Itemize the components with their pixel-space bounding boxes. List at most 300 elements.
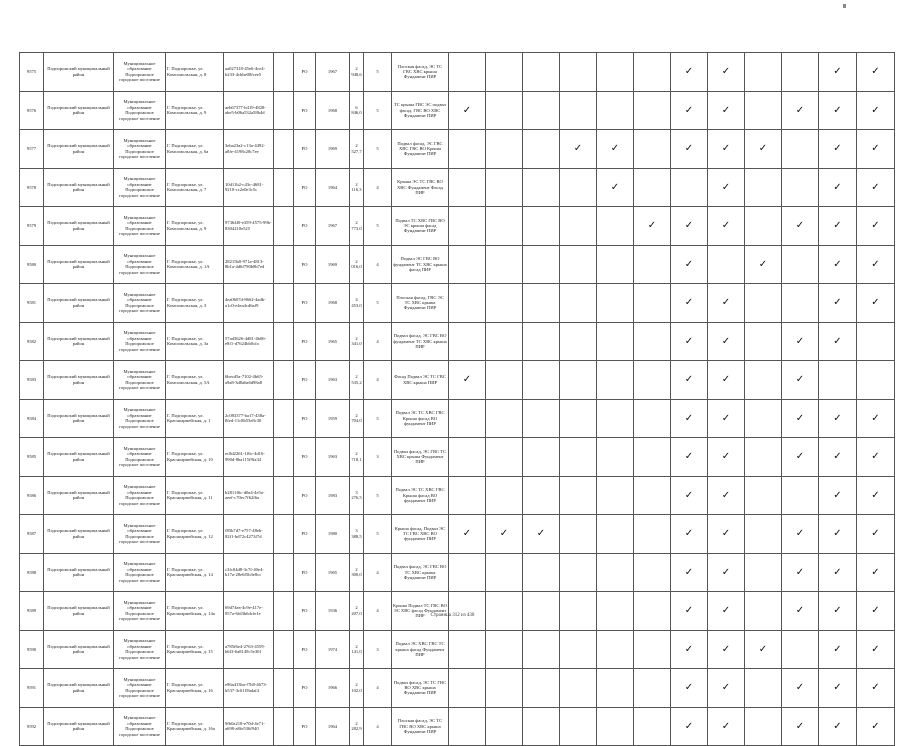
- year-cell: 1967: [316, 53, 350, 92]
- address-cell: Г. Подпорожье, ул. Красноармейская, д. 1: [166, 399, 224, 438]
- empty-check-cell: [449, 592, 486, 631]
- check-mark-icon: ✓: [449, 91, 486, 130]
- empty-check-cell: [523, 207, 560, 246]
- row-number: 9588: [20, 553, 44, 592]
- check-mark-icon: ✓: [708, 669, 745, 708]
- cadastre-id-cell: 69d74ea-4c9e-417e-957a-6fd3b6dcfe1e: [224, 592, 274, 631]
- area-cell: 4 453,0: [350, 284, 364, 323]
- empty-check-cell: [523, 669, 560, 708]
- row-number: 9576: [20, 91, 44, 130]
- year-cell: 1959: [316, 399, 350, 438]
- check-mark-icon: ✓: [708, 53, 745, 92]
- empty-cell: [274, 91, 294, 130]
- check-mark-icon: ✓: [708, 707, 745, 746]
- check-mark-icon: ✓: [671, 53, 708, 92]
- empty-cell: [274, 245, 294, 284]
- area-cell: 2 116,3: [350, 168, 364, 207]
- works-list-cell: Крыша фасад, Подвал ЭС ТС ГВС ХВС ВО фундамент ПИР: [392, 515, 449, 554]
- district-cell: Подпорожский муниципальный район: [44, 168, 114, 207]
- check-mark-icon: ✓: [708, 91, 745, 130]
- check-mark-icon: ✓: [819, 284, 857, 323]
- check-mark-icon: ✓: [671, 91, 708, 130]
- empty-cell: [274, 130, 294, 169]
- check-mark-icon: ✓: [819, 592, 857, 631]
- check-mark-icon: ✓: [819, 630, 857, 669]
- year-cell: 1969: [316, 245, 350, 284]
- check-mark-icon: ✓: [671, 669, 708, 708]
- table-row: [20, 361, 895, 400]
- empty-check-cell: [597, 53, 634, 92]
- empty-cell: [274, 630, 294, 669]
- empty-check-cell: [486, 630, 523, 669]
- check-mark-icon: ✓: [708, 515, 745, 554]
- empty-check-cell: [560, 207, 597, 246]
- address-cell: Г. Подпорожье, ул. Красноармейская, д. 10: [166, 438, 224, 477]
- works-list-cell: Подвал фасад, ЭС ГВС ТС ХВС крыша Фундамент ПИР: [392, 438, 449, 477]
- year-cell: 1963: [316, 438, 350, 477]
- empty-check-cell: [486, 322, 523, 361]
- year-cell: 1974: [316, 630, 350, 669]
- housing-repair-table: [19, 52, 895, 746]
- floors-cell: 4: [364, 669, 392, 708]
- settlement-cell: Муниципальное образование Подпорожское городское поселение: [114, 245, 166, 284]
- empty-check-cell: [523, 284, 560, 323]
- area-cell: 2 016,0: [350, 245, 364, 284]
- empty-cell: [274, 707, 294, 746]
- table-body: [20, 53, 895, 746]
- empty-check-cell: [449, 553, 486, 592]
- settlement-cell: Муниципальное образование Подпорожское городское поселение: [114, 553, 166, 592]
- settlement-cell: Муниципальное образование Подпорожское городское поселение: [114, 130, 166, 169]
- empty-check-cell: [523, 53, 560, 92]
- empty-check-cell: [745, 669, 782, 708]
- floors-cell: 3: [364, 630, 392, 669]
- settlement-cell: Муниципальное образование Подпорожское городское поселение: [114, 91, 166, 130]
- cadastre-id-cell: 3eba23a2-c13a-4492-a8fe-4198c28c7ee: [224, 130, 274, 169]
- empty-cell: [274, 592, 294, 631]
- check-mark-icon: ✓: [671, 130, 708, 169]
- row-number: 9592: [20, 707, 44, 746]
- floors-cell: 5: [364, 130, 392, 169]
- check-mark-icon: ✓: [671, 515, 708, 554]
- works-list-cell: Крыша Подвал ТС ГВС ВО ЭС ХВС фасад Фундамент ПИР: [392, 592, 449, 631]
- address-cell: Г. Подпорожье, ул. Комсомольская, д. 9: [166, 91, 224, 130]
- works-list-cell: Плоская фасад, ЭС ТС ГВС ВО ХВС крыша Фундамент ПИР: [392, 707, 449, 746]
- empty-cell: [274, 361, 294, 400]
- empty-check-cell: [634, 284, 671, 323]
- check-mark-icon: ✓: [857, 592, 895, 631]
- floors-cell: 5: [364, 53, 392, 92]
- district-cell: Подпорожский муниципальный район: [44, 53, 114, 92]
- empty-check-cell: [523, 630, 560, 669]
- check-mark-icon: ✓: [560, 130, 597, 169]
- area-cell: 2 102,0: [350, 669, 364, 708]
- empty-check-cell: [597, 361, 634, 400]
- floors-cell: 5: [364, 399, 392, 438]
- empty-check-cell: [634, 91, 671, 130]
- row-number: 9578: [20, 168, 44, 207]
- check-mark-icon: ✓: [857, 630, 895, 669]
- check-mark-icon: ✓: [819, 91, 857, 130]
- area-cell: 2 773,0: [350, 207, 364, 246]
- cadastre-id-cell: a785f6e4-2763-4559-b6f3-6a8149c5e30f: [224, 630, 274, 669]
- district-cell: Подпорожский муниципальный район: [44, 707, 114, 746]
- check-mark-icon: ✓: [857, 130, 895, 169]
- empty-check-cell: [634, 130, 671, 169]
- year-cell: 1963: [316, 361, 350, 400]
- area-cell: 6 846,0: [350, 91, 364, 130]
- check-mark-icon: ✓: [857, 53, 895, 92]
- area-cell: 3 276,5: [350, 476, 364, 515]
- floors-cell: 4: [364, 245, 392, 284]
- year-cell: 1965: [316, 553, 350, 592]
- empty-cell: [274, 515, 294, 554]
- check-mark-icon: ✓: [745, 630, 782, 669]
- empty-check-cell: [819, 361, 857, 400]
- check-mark-icon: ✓: [708, 592, 745, 631]
- empty-check-cell: [523, 476, 560, 515]
- check-mark-icon: ✓: [671, 245, 708, 284]
- area-cell: 2 300,0: [350, 553, 364, 592]
- address-cell: Г. Подпорожье, ул. Красноармейская, д. 16а: [166, 707, 224, 746]
- row-number: 9587: [20, 515, 44, 554]
- empty-check-cell: [449, 245, 486, 284]
- district-cell: Подпорожский муниципальный район: [44, 553, 114, 592]
- empty-cell: [274, 438, 294, 477]
- ownership-type-cell: РО: [294, 476, 316, 515]
- empty-check-cell: [449, 322, 486, 361]
- ownership-type-cell: РО: [294, 130, 316, 169]
- empty-check-cell: [634, 399, 671, 438]
- empty-check-cell: [634, 515, 671, 554]
- cadastre-id-cell: 9fb0a218-e70d-4e71-a698-a8fe536f940: [224, 707, 274, 746]
- empty-check-cell: [560, 245, 597, 284]
- check-mark-icon: ✓: [708, 322, 745, 361]
- empty-check-cell: [486, 168, 523, 207]
- check-mark-icon: ✓: [782, 438, 819, 477]
- check-mark-icon: ✓: [857, 438, 895, 477]
- empty-check-cell: [597, 207, 634, 246]
- cadastre-id-cell: 6becd5a-7102-4b65-a9a8-3d8a6a6d98a8: [224, 361, 274, 400]
- ownership-type-cell: РО: [294, 207, 316, 246]
- empty-check-cell: [560, 284, 597, 323]
- ownership-type-cell: РО: [294, 53, 316, 92]
- table-row: [20, 399, 895, 438]
- address-cell: Г. Подпорожье, ул. Комсомольская, д. 7: [166, 168, 224, 207]
- empty-check-cell: [597, 553, 634, 592]
- district-cell: Подпорожский муниципальный район: [44, 669, 114, 708]
- check-mark-icon: ✓: [782, 592, 819, 631]
- empty-check-cell: [634, 476, 671, 515]
- empty-check-cell: [634, 53, 671, 92]
- check-mark-icon: ✓: [671, 361, 708, 400]
- year-cell: 1936: [316, 592, 350, 631]
- empty-check-cell: [782, 476, 819, 515]
- table-row: [20, 553, 895, 592]
- empty-cell: [274, 168, 294, 207]
- check-mark-icon: ✓: [819, 53, 857, 92]
- table-row: [20, 91, 895, 130]
- empty-check-cell: [523, 592, 560, 631]
- works-list-cell: Подвал фасад, ЭС ГВС ВО ТС ХВС крыша Фундамент ПИР: [392, 553, 449, 592]
- check-mark-icon: ✓: [708, 284, 745, 323]
- empty-check-cell: [745, 515, 782, 554]
- area-cell: 2 535,2: [350, 361, 364, 400]
- address-cell: Г. Подпорожье, ул. Комсомольская, д. 9: [166, 207, 224, 246]
- address-cell: Г. Подпорожье, ул. Красноармейская, д. 12: [166, 515, 224, 554]
- year-cell: 1964: [316, 707, 350, 746]
- check-mark-icon: ✓: [708, 399, 745, 438]
- empty-check-cell: [597, 284, 634, 323]
- empty-check-cell: [523, 245, 560, 284]
- empty-check-cell: [634, 322, 671, 361]
- works-list-cell: Крыша ЭС ТС ГВС ВО ХВС Фундамент Фасад ПИР: [392, 168, 449, 207]
- empty-check-cell: [523, 553, 560, 592]
- floors-cell: 5: [364, 476, 392, 515]
- empty-check-cell: [634, 245, 671, 284]
- empty-check-cell: [597, 245, 634, 284]
- empty-check-cell: [560, 707, 597, 746]
- staple-mark: [843, 4, 846, 8]
- check-mark-icon: ✓: [782, 515, 819, 554]
- floors-cell: 4: [364, 361, 392, 400]
- empty-check-cell: [745, 284, 782, 323]
- check-mark-icon: ✓: [819, 707, 857, 746]
- cadastre-id-cell: 10d11b2-c43c-4681-9210-cc2e0e3c5c: [224, 168, 274, 207]
- empty-check-cell: [745, 553, 782, 592]
- check-mark-icon: ✓: [449, 361, 486, 400]
- table-row: [20, 438, 895, 477]
- check-mark-icon: ✓: [671, 630, 708, 669]
- row-number: 9591: [20, 669, 44, 708]
- check-mark-icon: ✓: [782, 207, 819, 246]
- settlement-cell: Муниципальное образование Подпорожское городское поселение: [114, 168, 166, 207]
- floors-cell: 4: [364, 168, 392, 207]
- empty-check-cell: [560, 592, 597, 631]
- empty-check-cell: [449, 284, 486, 323]
- row-number: 9585: [20, 438, 44, 477]
- check-mark-icon: ✓: [745, 130, 782, 169]
- address-cell: Г. Подпорожье, ул. Комсомольская, д. 3: [166, 284, 224, 323]
- empty-check-cell: [560, 476, 597, 515]
- address-cell: Г. Подпорожье, ул. Красноармейская, д. 14а: [166, 592, 224, 631]
- ownership-type-cell: РО: [294, 592, 316, 631]
- district-cell: Подпорожский муниципальный район: [44, 438, 114, 477]
- table-row: [20, 476, 895, 515]
- ownership-type-cell: РО: [294, 630, 316, 669]
- check-mark-icon: ✓: [671, 438, 708, 477]
- district-cell: Подпорожский муниципальный район: [44, 130, 114, 169]
- empty-check-cell: [486, 130, 523, 169]
- floors-cell: 4: [364, 553, 392, 592]
- address-cell: Г. Подпорожье, ул. Комсомольская, д. 8: [166, 53, 224, 92]
- page-footer: Страница 312 из 430: [430, 613, 475, 618]
- empty-check-cell: [597, 669, 634, 708]
- empty-check-cell: [634, 669, 671, 708]
- table-row: [20, 669, 895, 708]
- empty-check-cell: [597, 592, 634, 631]
- district-cell: Подпорожский муниципальный район: [44, 207, 114, 246]
- empty-check-cell: [486, 207, 523, 246]
- area-cell: 2 282,9: [350, 707, 364, 746]
- check-mark-icon: ✓: [782, 669, 819, 708]
- empty-check-cell: [634, 168, 671, 207]
- empty-check-cell: [449, 438, 486, 477]
- area-cell: 2 718,1: [350, 438, 364, 477]
- floors-cell: 5: [364, 284, 392, 323]
- table-row: [20, 630, 895, 669]
- check-mark-icon: ✓: [782, 361, 819, 400]
- empty-check-cell: [560, 168, 597, 207]
- works-list-cell: Подвал ЭС ТС ХВС ГВС Крыша фасад ВО фундамент ПИР: [392, 476, 449, 515]
- row-number: 9575: [20, 53, 44, 92]
- district-cell: Подпорожский муниципальный район: [44, 322, 114, 361]
- address-cell: Г. Подпорожье, ул. Комсомольская, д. 1А: [166, 245, 224, 284]
- cadastre-id-cell: 4ea0607d-8662-4adb-a1c0-e4ea4cd6af9: [224, 284, 274, 323]
- check-mark-icon: ✓: [857, 399, 895, 438]
- cadastre-id-cell: 28215b0-971a-4813-8b1a-4d6f790b8b7ed: [224, 245, 274, 284]
- empty-check-cell: [745, 707, 782, 746]
- empty-check-cell: [745, 399, 782, 438]
- check-mark-icon: ✓: [708, 361, 745, 400]
- district-cell: Подпорожский муниципальный район: [44, 91, 114, 130]
- empty-check-cell: [560, 438, 597, 477]
- empty-cell: [274, 322, 294, 361]
- floors-cell: 5: [364, 207, 392, 246]
- empty-check-cell: [486, 438, 523, 477]
- district-cell: Подпорожский муниципальный район: [44, 630, 114, 669]
- district-cell: Подпорожский муниципальный район: [44, 592, 114, 631]
- district-cell: Подпорожский муниципальный район: [44, 361, 114, 400]
- empty-check-cell: [782, 168, 819, 207]
- works-list-cell: Подвал фасад, ЭС ТС ГВС ВО ХВС крыша Фундамент ПИР: [392, 669, 449, 708]
- cadastre-id-cell: b2811f6c-d0a4-4e5a-aeef-c70ec7f62f6a: [224, 476, 274, 515]
- ownership-type-cell: РО: [294, 438, 316, 477]
- empty-check-cell: [634, 630, 671, 669]
- empty-check-cell: [745, 361, 782, 400]
- cadastre-id-cell: f85b7d7-e757-48eb-82f1-bd72c4273f7d: [224, 515, 274, 554]
- district-cell: Подпорожский муниципальный район: [44, 245, 114, 284]
- ownership-type-cell: РО: [294, 399, 316, 438]
- empty-check-cell: [745, 438, 782, 477]
- empty-check-cell: [523, 707, 560, 746]
- check-mark-icon: ✓: [819, 553, 857, 592]
- empty-cell: [274, 284, 294, 323]
- empty-check-cell: [782, 284, 819, 323]
- empty-check-cell: [782, 630, 819, 669]
- empty-check-cell: [857, 322, 895, 361]
- empty-check-cell: [449, 707, 486, 746]
- empty-check-cell: [560, 515, 597, 554]
- empty-check-cell: [634, 438, 671, 477]
- check-mark-icon: ✓: [819, 130, 857, 169]
- year-cell: 1968: [316, 91, 350, 130]
- check-mark-icon: ✓: [708, 168, 745, 207]
- check-mark-icon: ✓: [671, 707, 708, 746]
- empty-check-cell: [560, 630, 597, 669]
- empty-check-cell: [523, 361, 560, 400]
- empty-check-cell: [486, 553, 523, 592]
- ownership-type-cell: РО: [294, 91, 316, 130]
- year-cell: 1965: [316, 322, 350, 361]
- check-mark-icon: ✓: [782, 322, 819, 361]
- year-cell: 1968: [316, 284, 350, 323]
- table-row: [20, 245, 895, 284]
- empty-check-cell: [857, 361, 895, 400]
- empty-check-cell: [597, 91, 634, 130]
- empty-check-cell: [597, 630, 634, 669]
- address-cell: Г. Подпорожье, ул. Комсомольская, д. 3а: [166, 322, 224, 361]
- check-mark-icon: ✓: [671, 322, 708, 361]
- empty-check-cell: [486, 592, 523, 631]
- check-mark-icon: ✓: [708, 553, 745, 592]
- empty-check-cell: [560, 399, 597, 438]
- empty-check-cell: [486, 245, 523, 284]
- check-mark-icon: ✓: [708, 438, 745, 477]
- check-mark-icon: ✓: [819, 476, 857, 515]
- check-mark-icon: ✓: [819, 245, 857, 284]
- check-mark-icon: ✓: [671, 399, 708, 438]
- cadastre-id-cell: 57ad3626-4d81-4b06-e8f1-d7624bb0cfa: [224, 322, 274, 361]
- area-cell: 3 388,5: [350, 515, 364, 554]
- empty-check-cell: [523, 91, 560, 130]
- check-mark-icon: ✓: [857, 476, 895, 515]
- empty-check-cell: [486, 284, 523, 323]
- check-mark-icon: ✓: [857, 207, 895, 246]
- settlement-cell: Муниципальное образование Подпорожское городское поселение: [114, 592, 166, 631]
- check-mark-icon: ✓: [708, 630, 745, 669]
- floors-cell: 4: [364, 592, 392, 631]
- check-mark-icon: ✓: [634, 207, 671, 246]
- empty-check-cell: [745, 53, 782, 92]
- empty-check-cell: [560, 53, 597, 92]
- cadastre-id-cell: aeb67377-b419-4828-abe5-b06a532a58b4d: [224, 91, 274, 130]
- empty-check-cell: [486, 399, 523, 438]
- empty-check-cell: [486, 53, 523, 92]
- empty-check-cell: [597, 515, 634, 554]
- ownership-type-cell: РО: [294, 322, 316, 361]
- settlement-cell: Муниципальное образование Подпорожское городское поселение: [114, 322, 166, 361]
- row-number: 9586: [20, 476, 44, 515]
- empty-check-cell: [560, 553, 597, 592]
- empty-check-cell: [560, 361, 597, 400]
- address-cell: Г. Подпорожье, ул. Красноармейская, д. 15: [166, 630, 224, 669]
- check-mark-icon: ✓: [857, 284, 895, 323]
- empty-check-cell: [449, 630, 486, 669]
- check-mark-icon: ✓: [857, 168, 895, 207]
- works-list-cell: Плоская фасад, ГВС ЭС ТС ХВС крыша Фундамент ПИР: [392, 284, 449, 323]
- check-mark-icon: ✓: [857, 91, 895, 130]
- floors-cell: 4: [364, 707, 392, 746]
- check-mark-icon: ✓: [449, 515, 486, 554]
- empty-check-cell: [449, 669, 486, 708]
- check-mark-icon: ✓: [857, 707, 895, 746]
- check-mark-icon: ✓: [819, 515, 857, 554]
- check-mark-icon: ✓: [671, 207, 708, 246]
- works-list-cell: ТС крыша ГВС ЭС подвал фасад, ГВС ВО ХВС Фундамент ПИР: [392, 91, 449, 130]
- works-list-cell: Подвал ЭС ХВС ГВС ТС крыша фасад Фундамент ПИР: [392, 630, 449, 669]
- empty-check-cell: [745, 91, 782, 130]
- empty-check-cell: [745, 322, 782, 361]
- works-list-cell: Подвал ТС ХВС ГВС ВО ЭС крыша фасад Фундамент ПИР: [392, 207, 449, 246]
- address-cell: Г. Подпорожье, ул. Красноармейская, д. 14: [166, 553, 224, 592]
- works-list-cell: Подвал фасад, ЭС ГВС ХВС ГВС ВО Крыша Фундамент ПИР: [392, 130, 449, 169]
- empty-check-cell: [634, 707, 671, 746]
- empty-check-cell: [486, 669, 523, 708]
- works-list-cell: Подвал ЭС ТС ХВС ГВС Крыша фасад ВО фундамент ПИР: [392, 399, 449, 438]
- check-mark-icon: ✓: [819, 669, 857, 708]
- year-cell: 1967: [316, 207, 350, 246]
